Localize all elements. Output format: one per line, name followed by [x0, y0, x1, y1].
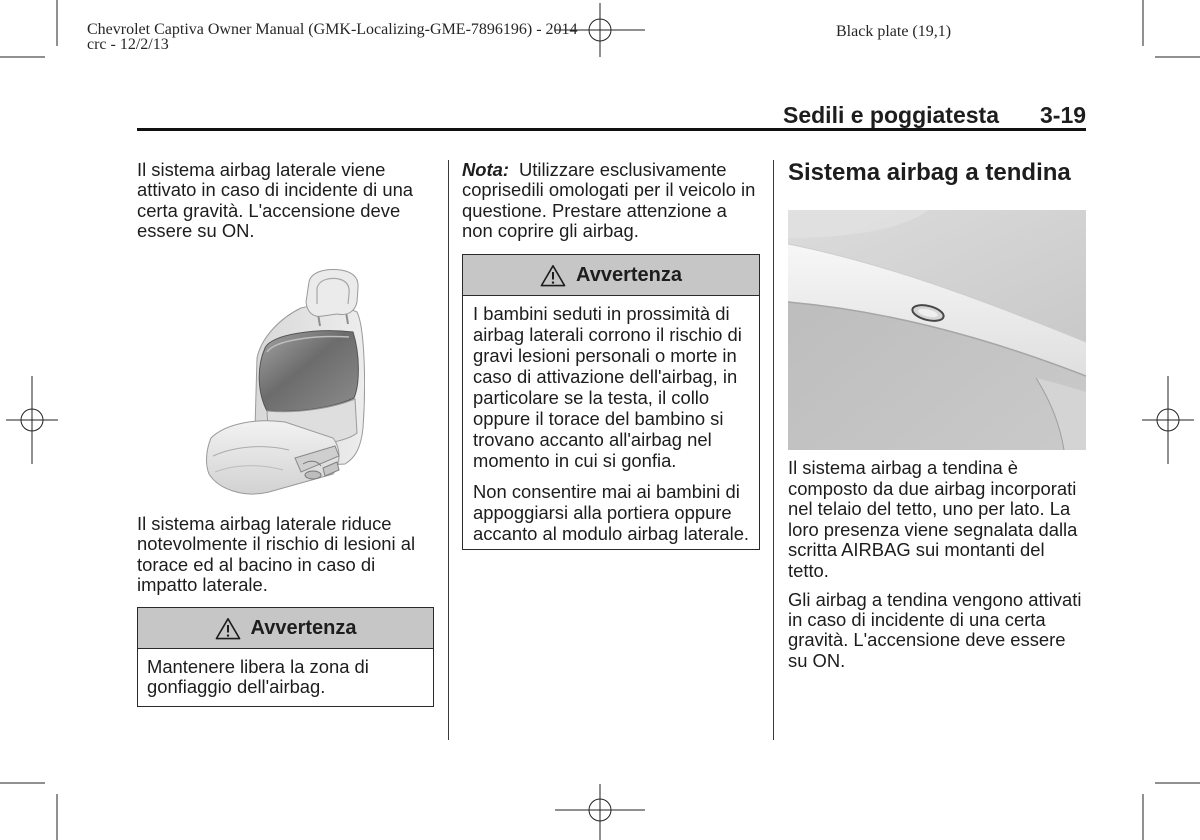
crop-mark-top-right: [1143, 0, 1200, 57]
warning-header: [463, 255, 759, 296]
warning-title: Avvertenza: [576, 264, 682, 286]
plate-label: Black plate (19,1): [836, 23, 952, 40]
column-divider: [773, 160, 774, 740]
warning-triangle-icon: [540, 264, 566, 287]
header-rule: [137, 128, 1086, 131]
column-3-paragraph-1: Il sistema airbag a tendina è composto da due airbag incorporati nel telaio del tetto, uno per lato. La loro presenza viene segnalata dalla scritta AIRBAG sui montanti del tetto.: [788, 457, 1078, 581]
curtain-airbag-roof-photo: [788, 210, 1086, 450]
note-label: Nota:: [462, 159, 509, 180]
print-job-title: Chevrolet Captiva Owner Manual (GMK-Localizing-GME-7896196) - 2014: [87, 21, 578, 38]
warning-body-paragraph-1: I bambini seduti in prossimità di airbag laterali corrono il rischio di gravi lesioni personali o morte in caso di attivazione dell'airbag, in particolare se la testa, il collo oppure il torace del bambino si trovano accanto all'airbag nel momento in cui si gonfia.: [473, 303, 742, 471]
warning-header: [138, 608, 433, 649]
warning-body: Mantenere libera la zona di gonfiaggio dell'airbag.: [147, 656, 369, 698]
column-1-paragraph-1: Il sistema airbag laterale viene attivato in caso di incidente di una certa gravità. L'accensione deve essere su ON.: [137, 159, 414, 242]
crop-mark-bottom-left: [0, 783, 57, 840]
section-title: Sedili e poggiatesta: [783, 102, 999, 128]
warning-triangle-icon: [215, 617, 241, 640]
column-3-paragraph-2: Gli airbag a tendina vengono attivati in caso di incidente di una certa gravità. L'accensione deve essere su ON.: [788, 589, 1082, 671]
warning-body-paragraph-2: Non consentire mai ai bambini di appoggiarsi alla portiera oppure accanto al modulo airbag laterale.: [473, 481, 750, 544]
warning-title: Avvertenza: [250, 617, 357, 639]
column-1-paragraph-2: Il sistema airbag laterale riduce notevolmente il rischio di lesioni al torace ed al bacino in caso di impatto laterale.: [137, 513, 416, 596]
crop-mark-top-left: [0, 0, 57, 57]
registration-mark-right: [1142, 376, 1194, 464]
print-job-info: [87, 22, 578, 52]
column-divider: [448, 160, 449, 740]
print-job-date: crc - 12/2/13: [87, 36, 169, 53]
page-number: 3-19: [1040, 102, 1087, 128]
section-heading: Sistema airbag a tendina: [788, 159, 1071, 186]
warning-box: [137, 607, 434, 707]
warning-box: [462, 254, 760, 550]
registration-mark-left: [6, 376, 58, 464]
note-text: Utilizzare esclusivamente coprisedili omologati per il veicolo in questione. Prestare attenzione a non coprire gli airbag.: [462, 159, 756, 242]
registration-mark-bottom: [555, 784, 645, 840]
seat-side-airbag-illustration: [205, 268, 365, 500]
crop-mark-bottom-right: [1143, 783, 1200, 840]
note-paragraph: [462, 160, 755, 242]
